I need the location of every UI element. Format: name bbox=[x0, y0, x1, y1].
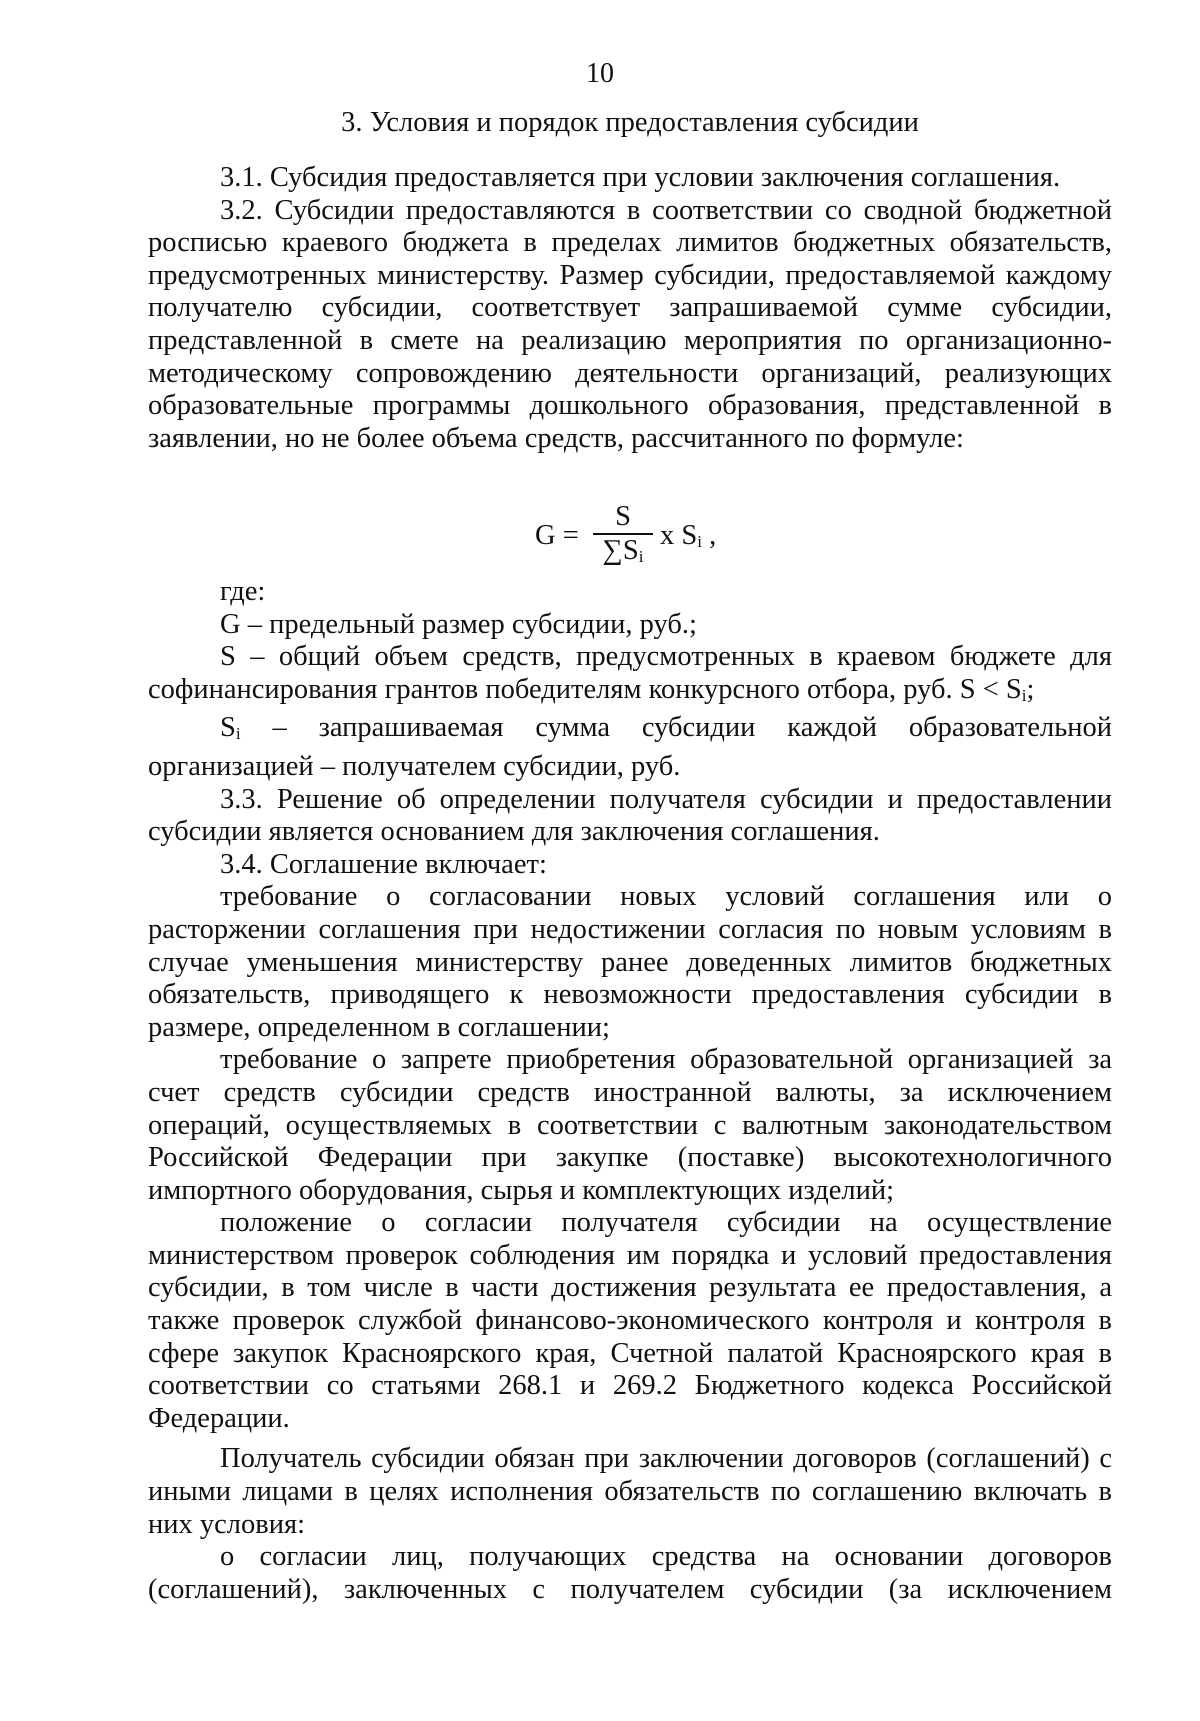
formula-multiplier-subscript: i bbox=[697, 532, 702, 551]
definition-si bbox=[148, 712, 1112, 783]
page-number: 10 bbox=[586, 58, 614, 89]
definition-si-text: – запрашиваемая сумма субсидии каждой образовательной организацией – получателем субсидии, руб. bbox=[148, 712, 1112, 782]
section-title: 3. Условия и порядок предоставления субсидии bbox=[341, 107, 919, 138]
formula-denominator-main: ∑S bbox=[602, 534, 639, 566]
requirement-currency-ban: требование о запрете приобретения образовательной организацией за счет средств субсидии средств иностранной валюты, за исключением операций, осуществляемых в соответствии с валютным законодательством Российской Федерации при закупке (поставке) высокотехнологичного импортного оборудования, сырья и комплектующих изделий; bbox=[148, 1044, 1112, 1206]
definition-g: G – предельный размер субсидии, руб.; bbox=[220, 608, 697, 640]
definition-si-head: S bbox=[220, 712, 236, 744]
definition-s-text: S – общий объем средств, предусмотренных в краевом бюджете для софинансирования грантов победителям конкурсного отбора, руб. S < S bbox=[148, 641, 1112, 705]
paragraph-3-4: 3.4. Соглашение включает: bbox=[220, 848, 547, 880]
formula-multiplier bbox=[660, 520, 716, 552]
where-label: где: bbox=[220, 576, 266, 607]
definition-s bbox=[148, 641, 1112, 712]
formula-denominator bbox=[593, 536, 653, 572]
paragraph-3-1: 3.1. Субсидия предоставляется при условии заключения соглашения. bbox=[220, 162, 1061, 193]
formula-denominator-subscript: i bbox=[638, 546, 644, 566]
subsidy-formula bbox=[530, 502, 770, 572]
definition-s-subscript: i bbox=[1021, 685, 1027, 705]
formula-lhs: G = bbox=[535, 520, 579, 551]
formula-multiplier-main: x S bbox=[660, 520, 698, 551]
paragraph-3-2: 3.2. Субсидии предоставляются в соответствии со сводной бюджетной росписью краевого бюджета в пределах лимитов бюджетных обязательств, предусмотренных министерству. Размер субсидии, предоставляемой каждому получателю субсидии, соответствует запрашиваемой сумме субсидии, представленной в смете на реализацию мероприятия по организационно-методическому сопровождению деятельности организаций, реализующих образовательные программы дошкольного образования, представленной в заявлении, но не более объема средств, рассчитанного по формуле: bbox=[148, 194, 1112, 454]
provision-inspections-consent: положение о согласии получателя субсидии на осуществление министерством проверок соблюдения им порядка и условий предоставления субсидии, в том числе в части достижения результата ее предоставления, а также проверок службой финансово-экономического контроля и контроля в сфере закупок Красноярского края, Счетной палатой Красноярского края в соответствии со статьями 268.1 и 269.2 Бюджетного кодекса Российской Федерации. bbox=[148, 1207, 1112, 1434]
definition-si-subscript: i bbox=[235, 724, 241, 744]
formula-numerator: S bbox=[615, 501, 631, 532]
formula-tail: , bbox=[701, 520, 717, 551]
definition-s-end: ; bbox=[1026, 673, 1035, 705]
requirement-new-conditions: требование о согласовании новых условий соглашения или о расторжении соглашения при недостижении согласия по новым условиям в случае уменьшения министерству ранее доведенных лимитов бюджетных обязательств, приводящего к невозможности предоставления субсидии в размере, определенном в соглашении; bbox=[148, 881, 1112, 1043]
formula-fraction bbox=[593, 502, 653, 572]
paragraphs-after-formula bbox=[148, 576, 1112, 1606]
paragraphs-before-formula bbox=[148, 162, 1112, 455]
paragraph-3-3: 3.3. Решение об определении получателя субсидии и предоставлении субсидии является основанием для заключения соглашения. bbox=[148, 783, 1112, 848]
consent-clause: о согласии лиц, получающих средства на основании договоров (соглашений), заключенных с получателем субсидии (за исключением bbox=[148, 1541, 1112, 1605]
recipient-obligation: Получатель субсидии обязан при заключении договоров (соглашений) с иными лицами в целях исполнения обязательств по соглашению включать в них условия: bbox=[148, 1443, 1112, 1540]
